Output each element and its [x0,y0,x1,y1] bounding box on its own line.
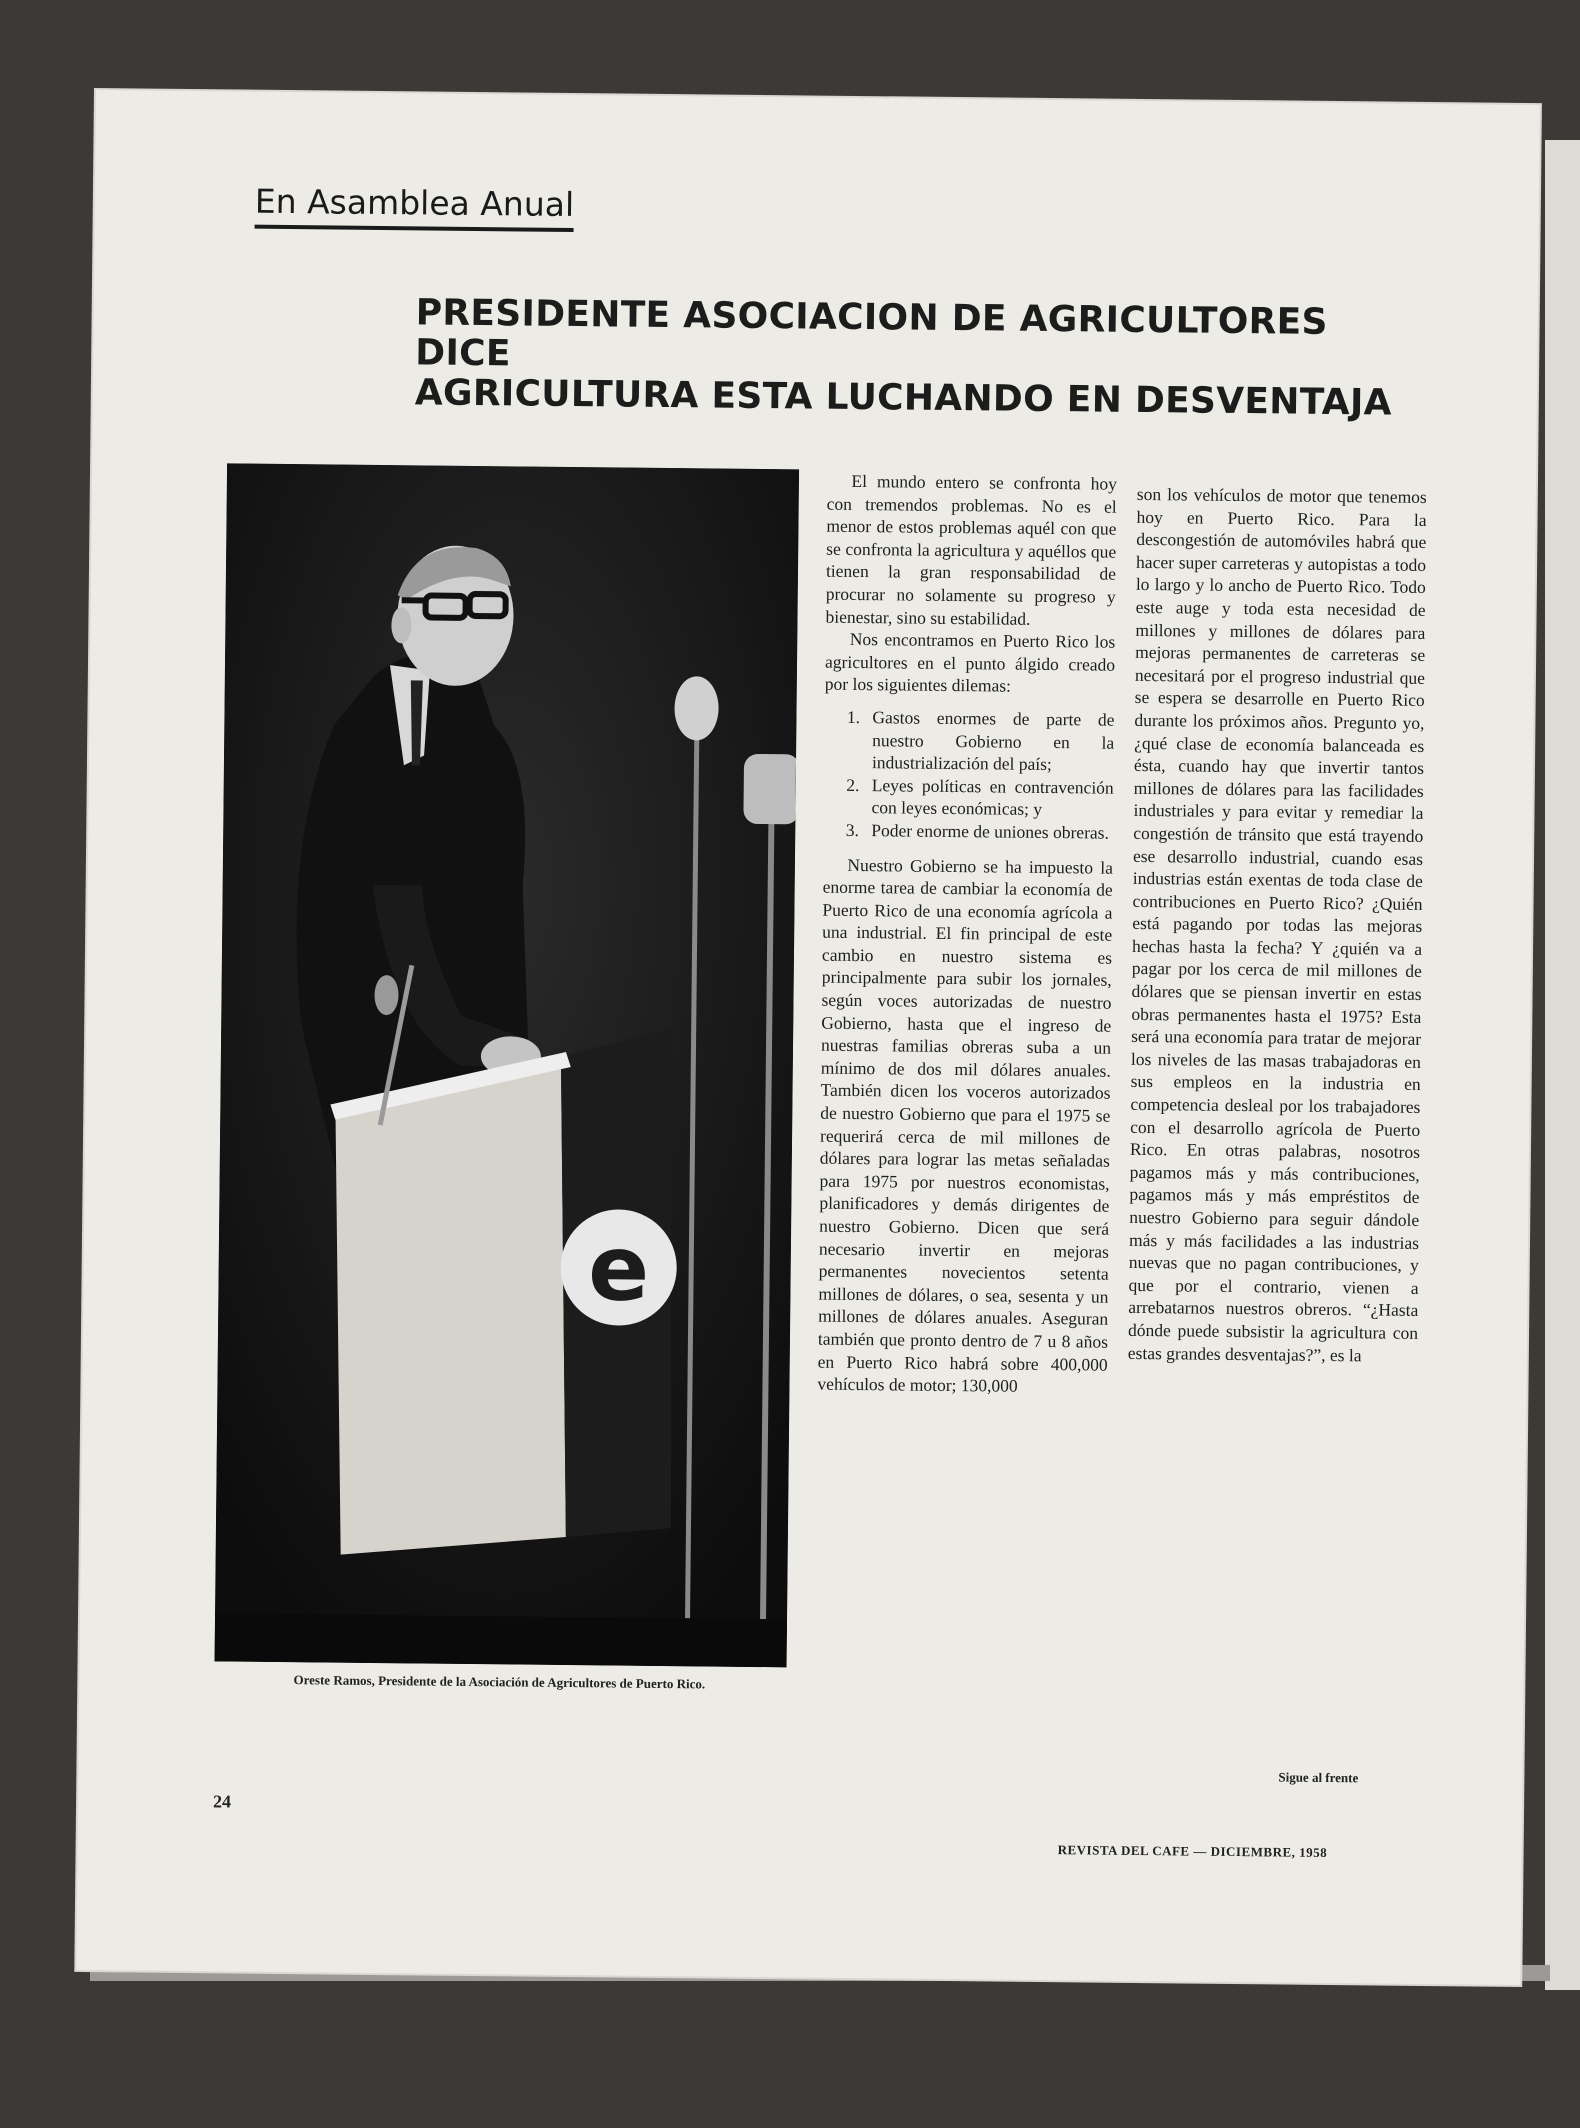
photo-caption: Oreste Ramos, Presidente de la Asociación de Agricultores de Puerto Rico. [293,1672,706,1692]
article-paragraph-4: son los vehículos de motor que tenemos hoy en Puerto Rico. Para la descongestión de automóviles habrá que hacer super carreteras y autopistas a todo lo largo y lo ancho de Puerto Rico. Todo este auge y toda esta necesidad de millones y millones de dólares para mejoras permanentes de carreteras se necesitará por el progreso industrial que se espera se desarrolle en Puerto Rico durante los próximos años. Pregunto yo, ¿qué clase de economía balanceada es ésta, cuando hay que invertir tantos millones de dólares para las facilidades industriales y para evitar y remediar la congestión de tránsito que está trayendo ese desarrollo industrial, cuando esas industrias están exentas de toda clase de contribuciones en Puerto Rico? ¿Quién está pagando por todas las mejoras hechas hasta la fecha? Y ¿quién va a pagar por los cerca de mil millones de dólares que se piensan invertir en estas obras permanentes hasta el 1975? Esta será una economía para tratar de mejorar los niveles de las masas trabajadoras en sus empleos en la industria en competencia desleal por los trabajadores con el desarrollo agrícola de Puerto Rico. En otras palabras, nosotros pagamos más y más contribuciones, pagamos más y más empréstitos de nuestro Gobierno para seguir dándole más y más facilidades a las industrias nuevas que no pagan contribuciones, y que por el contrario, vienen a arrebatarnos nuestros obreros. “¿Hasta dónde puede subsistir la agricultura con estas grandes desventajas?”, es la [1127,483,1427,1365]
speaker-photo [215,463,800,1667]
list-item: 2. Leyes políticas en contravención con leyes económicas; y [863,774,1113,822]
article-paragraph-3: Nuestro Gobierno se ha impuesto la enorme tarea de cambiar la economía de Puerto Rico de una economía agrícola a una industrial. El fin principal de este cambio en nuestro sistema es principalmente para subir los jornales, según voces autorizadas de nuestro Gobierno, hasta que el ingreso de nuestras familias obreras suba a un mínimo de dos mil dólares anuales. También dicen los voceros autorizados de nuestro Gobierno que para el 1975 se requerirá cerca de mil millones de dólares para lograr las metas señaladas para 1975 por nuestros economistas, planificadores y demás dirigentes de nuestro Gobierno. Dicen que será necesario invertir en mejoras permanentes novecientos setenta millones de dólares, o sea, sesenta y un millones de dólares anuales. Aseguran también que pronto dentro de 7 u 8 años en Puerto Rico habrá sobre 400,000 vehículos de motor; 130,000 [817,854,1114,1396]
article-paragraph-2: Nos encontramos en Puerto Rico los agricultores en el punto álgido creado por los siguientes dilemas: [824,629,1116,696]
facing-page-edge [1545,140,1580,1990]
article-paragraph-1: El mundo entero se confronta hoy con tremendos problemas. No es el menor de estos problemas aquél con que se confronta la agricultura y aquéllos que tienen la gran responsabilidad de procurar no solamente su progreso y bienestar, sino su estabilidad. [825,470,1118,629]
headline [415,293,1396,423]
headline-line-2: AGRICULTURA ESTA LUCHANDO EN DESVENTAJA [414,372,1393,424]
page-number: 24 [212,1791,232,1812]
section-label: En Asamblea Anual [255,182,575,232]
continued-note: Sigue al frente [1278,1769,1359,1786]
publication-footer: REVISTA DEL CAFE — DICIEMBRE, 1958 [1057,1842,1328,1860]
podium-logo-text: e [587,1216,650,1322]
magazine-page [76,90,1540,1985]
list-item: 1. Gastos enormes de parte de nuestro Gobierno en la industrialización del país; [864,706,1115,776]
list-item: 3. Poder enorme de uniones obreras. [863,819,1113,844]
speaker-illustration [215,463,800,1667]
article-column-1 [817,470,1117,1399]
headline-line-1: PRESIDENTE ASOCIACION DE AGRICULTORES DICE [415,292,1328,375]
article-column-2 [1128,483,1427,1367]
dilemma-list [823,706,1114,845]
